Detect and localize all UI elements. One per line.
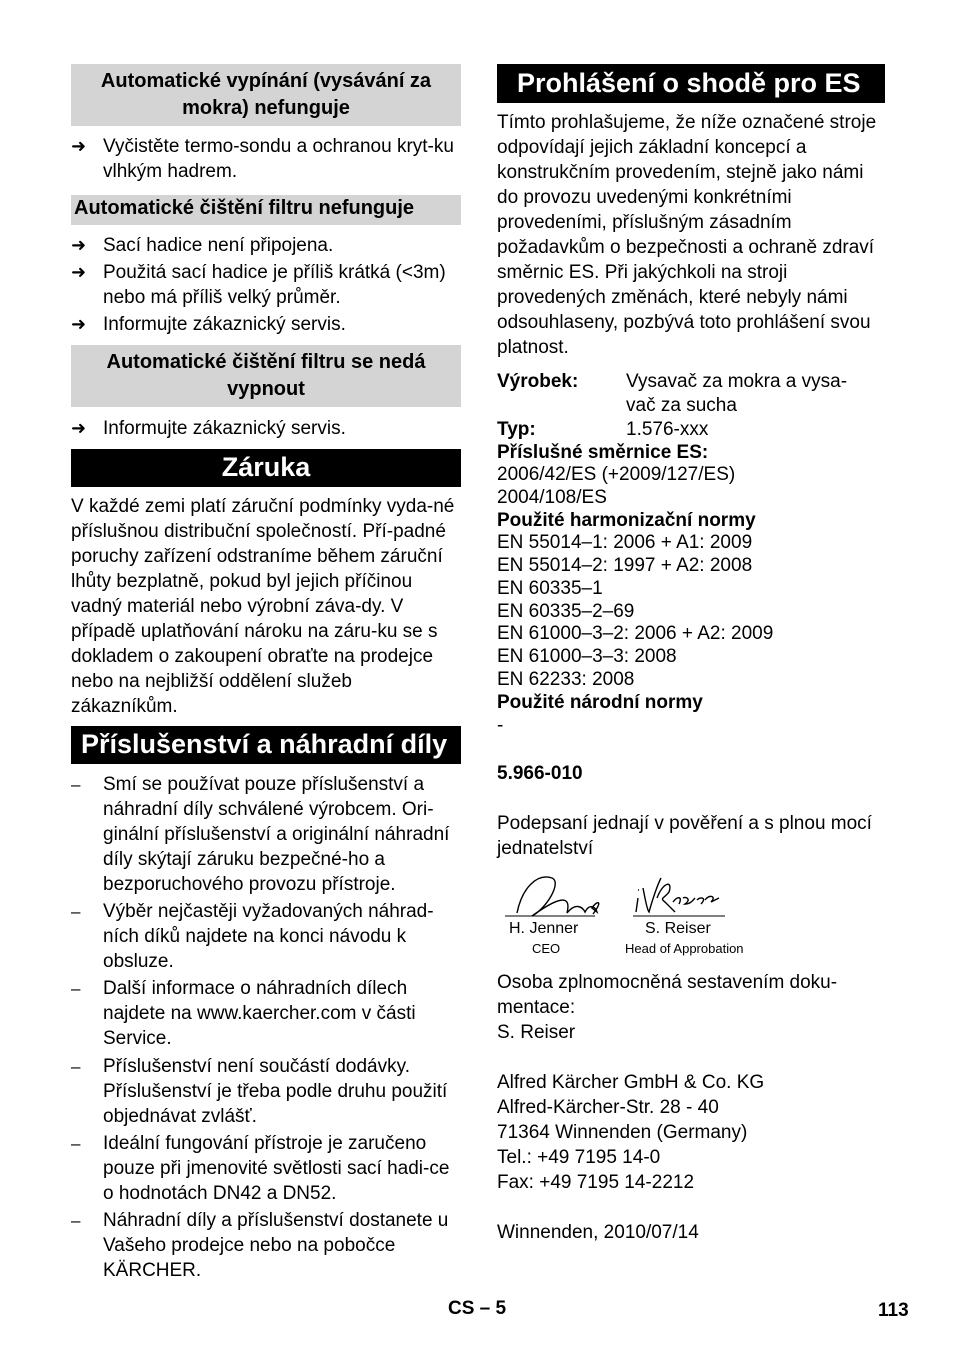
- signer-1-role: CEO: [532, 941, 561, 956]
- norm: EN 55014–1: 2006 + A1: 2009: [497, 532, 753, 553]
- address-line: 71364 Winnenden (Germany): [497, 1122, 748, 1143]
- dash-icon: –: [71, 775, 81, 794]
- directive: 2004/108/ES: [497, 487, 607, 508]
- heading-auto-shutoff: Automatické vypínání (vysávání za mokra) nefunguje: [71, 64, 461, 126]
- heading-filter-cleaning-fails: Automatické čištění filtru nefunguje: [71, 195, 461, 225]
- heading-accessories: Příslušenství a náhradní díly: [71, 726, 461, 764]
- type-value: 1.576-xxx: [626, 419, 709, 440]
- national-norms-value: -: [497, 715, 504, 736]
- document-number: 5.966-010: [497, 763, 583, 784]
- page-number: 113: [878, 1300, 909, 1321]
- address-line: Alfred-Kärcher-Str. 28 - 40: [497, 1097, 719, 1118]
- type-label: Typ:: [497, 419, 536, 440]
- arrow-icon: ➜: [71, 418, 87, 438]
- norm: EN 55014–2: 1997 + A2: 2008: [497, 555, 753, 576]
- dash-icon: –: [71, 902, 81, 921]
- signatures: [497, 868, 767, 958]
- norm: EN 61000–3–3: 2008: [497, 646, 677, 667]
- directives-label: Příslušné směrnice ES:: [497, 442, 709, 463]
- dash-icon: –: [71, 1211, 81, 1230]
- norm: EN 60335–1: [497, 578, 603, 599]
- section-page-label: CS – 5: [448, 1298, 507, 1319]
- warranty-text: V každé zemi platí záruční podmínky vyda-né příslušnou distribuční společností. Pří-padné poruchy zařízení odstraníme během záruční lhůty bezplatně, pokud byl jejich příčinou vadný materiál nebo výrobní záva-dy. V případě uplatňování nároku na záru-ku se s dokladem o zakoupení obraťte na prodejce nebo na nejbližší oddělení služeb zákazníkům.: [71, 496, 455, 717]
- signer-2-name: S. Reiser: [645, 920, 711, 937]
- heading-filter-cleaning-cannot-stop: Automatické čištění filtru se nedá vypnout: [71, 345, 461, 407]
- address-line: Tel.: +49 7195 14-0: [497, 1147, 661, 1168]
- authorized-name: S. Reiser: [497, 1022, 576, 1043]
- place-date: Winnenden, 2010/07/14: [497, 1222, 699, 1243]
- directive: 2006/42/ES (+2009/127/ES): [497, 464, 736, 485]
- heading-warranty: Záruka: [71, 449, 461, 487]
- norm: EN 61000–3–2: 2006 + A2: 2009: [497, 623, 774, 644]
- product-value-cont: vač za sucha: [626, 395, 737, 416]
- arrow-icon: ➜: [71, 136, 87, 156]
- arrow-icon: ➜: [71, 235, 87, 255]
- signer-2-role: Head of Approbation: [625, 941, 744, 956]
- declaration-intro: Tímto prohlašujeme, že níže označené stroje odpovídají jejich základní koncepcí a konstrukčním provedením, stejně jako námi do provozu uvedenými konkrétními provedeními, příslušným zásadním požadavkům o bezpečnosti a ochraně zdraví směrnic ES. Při jakýchkoli na stroji provedených změnách, které nebyly námi odsouhlaseny, pozbývá toto prohlášení svou platnost.: [497, 112, 877, 358]
- signer-1-name: H. Jenner: [509, 920, 579, 937]
- norm: EN 62233: 2008: [497, 669, 635, 690]
- product-value: Vysavač za mokra a vysa-: [626, 371, 848, 392]
- address-line: Fax: +49 7195 14-2212: [497, 1172, 695, 1193]
- norm: EN 60335–2–69: [497, 601, 635, 622]
- arrow-icon: ➜: [71, 262, 87, 282]
- authorized-text: Osoba zplnomocněná sestavením doku-mentace:: [497, 972, 838, 1018]
- national-norms-label: Použité národní normy: [497, 692, 703, 713]
- signed-text: Podepsaní jednají v pověření a s plnou mocí jednatelství: [497, 813, 872, 859]
- product-label: Výrobek:: [497, 371, 579, 392]
- dash-icon: –: [71, 979, 81, 998]
- address-line: Alfred Kärcher GmbH & Co. KG: [497, 1072, 765, 1093]
- dash-icon: –: [71, 1057, 81, 1076]
- signature-reiser-image: [497, 868, 767, 928]
- dash-icon: –: [71, 1134, 81, 1153]
- arrow-icon: ➜: [71, 314, 87, 334]
- heading-ec-declaration: Prohlášení o shodě pro ES: [497, 64, 885, 103]
- norms-label: Použité harmonizační normy: [497, 510, 756, 531]
